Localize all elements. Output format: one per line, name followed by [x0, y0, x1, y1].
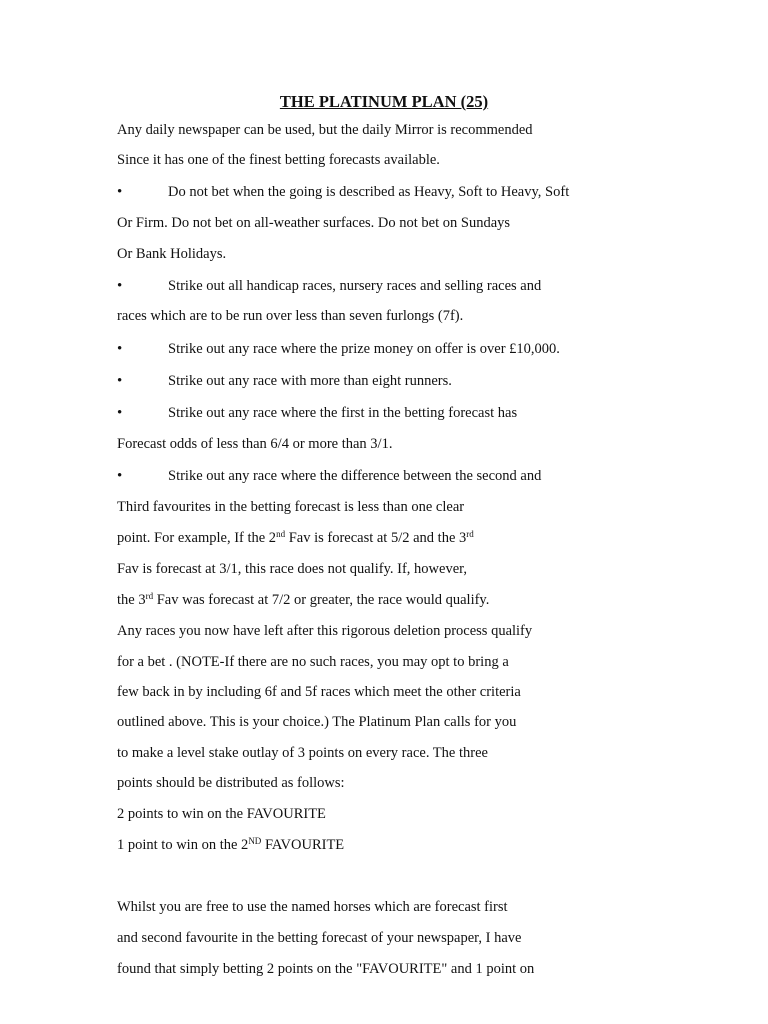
bullet-text-forecast-first: Strike out any race where the first in the betting forecast has [168, 405, 518, 421]
document-title: THE PLATINUM PLAN (25) [279, 92, 489, 111]
bullet-difference-cont-4: the 3rd Fav was forecast at 7/2 or greater, the race would qualify. [117, 591, 490, 608]
intro-line-2: Since it has one of the finest betting forecasts available. [117, 152, 440, 168]
bullet-icon: • [117, 184, 123, 200]
body-line: outlined above. This is your choice.) The Platinum Plan calls for you [117, 714, 517, 730]
bullet-text-handicap: Strike out all handicap races, nursery races and selling races and [168, 278, 542, 294]
body-line: Any races you now have left after this rigorous deletion process qualify [117, 623, 533, 639]
bullet-text-runners: Strike out any race with more than eight runners. [168, 373, 452, 389]
bullet-handicap-cont: races which are to be run over less than seven furlongs (7f). [117, 308, 464, 324]
bullet-icon: • [117, 341, 123, 357]
body-line: to make a level stake outlay of 3 points on every race. The three [117, 745, 488, 761]
bullet-icon: • [117, 405, 123, 421]
body-line: few back in by including 6f and 5f races which meet the other criteria [117, 684, 521, 700]
closing-line: found that simply betting 2 points on the "FAVOURITE" and 1 point on [117, 961, 535, 977]
bullet-difference-cont-2: point. For example, If the 2nd Fav is forecast at 5/2 and the 3rd [117, 529, 474, 546]
body-line: for a bet . (NOTE-If there are no such races, you may opt to bring a [117, 654, 509, 670]
bullet-forecast-cont: Forecast odds of less than 6/4 or more than 3/1. [117, 436, 393, 452]
bullet-going-cont-2: Or Bank Holidays. [117, 246, 227, 262]
bullet-difference-cont-3: Fav is forecast at 3/1, this race does not qualify. If, however, [117, 561, 467, 577]
stake-favourite: 2 points to win on the FAVOURITE [117, 806, 326, 822]
stake-second-favourite: 1 point to win on the 2ND FAVOURITE [117, 836, 345, 853]
bullet-icon: • [117, 468, 123, 484]
bullet-icon: • [117, 278, 123, 294]
bullet-text-going: Do not bet when the going is described as Heavy, Soft to Heavy, Soft [168, 184, 570, 200]
intro-line-1: Any daily newspaper can be used, but the daily Mirror is recommended [117, 122, 533, 138]
bullet-difference-cont-1: Third favourites in the betting forecast is less than one clear [117, 499, 465, 515]
bullet-going-cont-1: Or Firm. Do not bet on all-weather surfaces. Do not bet on Sundays [117, 215, 511, 231]
bullet-icon: • [117, 373, 123, 389]
bullet-text-difference: Strike out any race where the difference between the second and [168, 468, 542, 484]
closing-line: and second favourite in the betting forecast of your newspaper, I have [117, 930, 522, 946]
closing-line: Whilst you are free to use the named horses which are forecast first [117, 899, 508, 915]
body-line: points should be distributed as follows: [117, 775, 345, 791]
bullet-text-prize-money: Strike out any race where the prize money on offer is over £10,000. [168, 341, 560, 357]
